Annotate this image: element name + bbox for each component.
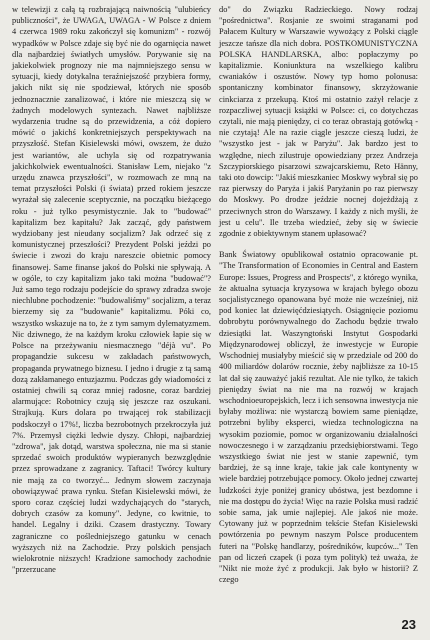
article-body: [12, 4, 421, 604]
left-column: [12, 4, 214, 604]
paragraph: Bank Światowy opublikował ostatnio opracowanie pt. "The Transformation of Economies in Central and Eastern Europe: Issues, Progress and Prospects", z którego wynika, że aktualna sytuacja kryzysowa w krajach byłego obozu socjalistycznego opanowana być może nie wcześniej, niż pod koniec lat dziewięćdziesiątych. Osiągnięcie poziomu dobrobytu porównywalnego do Zachodu będzie trwało dziesiątki lat. Waszyngtoński Instytut Gospodarki Międzynarodowej obliczył, że inwestycje w Europie Wschodniej musiałyby mieścić się w przedziale od 200 do 400 miliardów dolarów rocznie, żeby najbliższe za 10-15 lat dał się zauważyć jakiś rezultat. Ale nie tylko, że takich pieniędzy świat na nie ma na rozwój w krajach wschodnioeuropejskich, lecz i ich sensowna inwestycja nie byłaby możliwa: nie wystarczą bowiem same pieniądze, potrzebni byliby eksperci, wiedza technologiczna na wysokim poziomie, pomoc w organizowaniu działalności nowoczesnego i w zarządzaniu przedsiębiorstwami. Tego wszystkiego świat nie jest w stanie zapewnić, tym bardziej, że są inne kraje, takie jak cale kontynenty w wiele bardziej potrzebujące pomocy. Około jednej czwartej ludzkości żyje poniżej granicy ubóstwa, jest bezdomne i nie ma dostępu do życia! Więc na razie Polska musi radzić sobie sama, jak umie najlepiej. Ale jakoś nie może. Cytowany już w poprzednim tekście Stefan Kisielewski powtórzenia po pewnym naszym Polsce producentem futeri na "Polskę handlarzy, pośredników, kupców..." Ten pan od liczeń czapek (i poza tym polityk) też uważa, że "Nikt nie może żyć z produkcji. Jak było w historii? Z czego: [219, 250, 421, 585]
right-column: [219, 4, 421, 604]
paragraph: w telewizji z całą tą rozbrajającą naiwnością "ulubieńcy publiczności", że UWAGA, UWAGA - W Polsce z dniem 4 czerwca 1989 roku zakończył się komunizm" - rozwój wypadków w Polsce zdaje się być nie do ogarnięcia nawet dla najbardziej światłych umysłów. Porywanie się na jakiekolwiek prognozy nie ma najmniejszego sensu w sytuacji, kiedy dotykalna teraźniejszość przybiera formy, jakich nikt się nie spodziewał, których nie sposób jednoznacznie zanalizować, i które nie mieszczą się w żadnych modelowych syntezach. Nawet najbliższe wydarzenia trudne są do przewidzenia, a cóż dopiero mówić o jakichś konkretniejszych perspektywach na przyszłość. Stefan Kisielewski mówi, owszem, że dużo jest wariantów, ale uchyla się od rozpatrywania jakichkolwiek ewentualności. Stanisław Lem, niejako "z urzędu znawca przyszłości", w rozmowach ze mną na temat przyszłości Polski (i świata) przed rokiem jeszcze wyrażał się zalecenie sceptycznie, na początku bieżącego roku - już tylko pesymistycznie. Jak to "budować" kapitalizm bez kapitału? Jak zacząć, gdy państwem wydziobany jest nieudany socjalizm? Jak odrzeć się z komunistycznej przeszłości? Prezydent Polski jeździ po świecie i zwozi do kraju nareszcie obietnic pomocy finansowej. Same finanse jakoś do Polski nie spływają. A w ogóle, to czy kapitalizm jako taki można "budować"? Już samo tego rodzaju podejście do sprawy zdradza swoje niechlubne pochodzenie: "budowaliśmy" socjalizm, a teraz bierzemy się za "budowanie" kapitalizmu. Póki co, wszystko wskazuje na to, że z tym samym dylematyzmem. Nic dziwnego, że na każdym kroku człowiek łapie się w Polsce na przeżywaniu niesmacznego "déjà vu". Po propagandzie sukcesu w zakładach państwowych, propaganda prywatnego biznesu. I jedno i drugie z tą samą dozą zakłamanego entuzjazmu. Podczas gdy wiadomości z ostatniej chwili są coraz mniej radosne, coraz bardziej alarmujące: Robotnicy czują się jeszcze raz oszukani. Strajkują. Kurs dolara po trwającej rok stabilizacji podskoczył o 17%!, liczba bezrobotnych przekroczyła już 7%. Przemysł ciężki ledwie dyszy. Chłopi, najbardziej "zdrowa", jak dotąd, warstwa społeczna, nie ma si stanie sprzedać swoich produktów wypieranych bezwzględnie przez sprowadzane z zagranicy. Taftaci! Twórcy kultury nie mają za co tworzyć... Jednym słowem zaczynaja obowiązywać prawa rynku. Stefan Kisielewski mówi, że sporo coraz częściej ludzi wzdychających do "starych, dobrych czasów za komuny". Jedyne, co kwitnie, to handel. Legalny i dziki. Czasem drastyczny. Towary zagraniczne co pośledniejszego gatunku w cenach wyższych niż na Zachodzie. Przy polskich pensjach wielokrotnie niższych! Kradzione samochody zachodnie "przerzucane: [12, 5, 214, 575]
page-number: 23: [401, 617, 416, 632]
paragraph: do" do Związku Radzieckiego. Nowy rodzaj "pośrednictwa". Rosjanie ze swoimi straganami pod Pałacem Kultury w Warszawie wywożący z Polski ciągle jeszcze tańsze dla nich dobra. POSTKOMUNISTYCZNA POLSKA HANDLARSKA, albo: popłaczymy po kapitalizmie. Koniunktura na wszelkiego kalibru cwaniaków i oszustów. Nowy typ homo polonusa: spontaniczny kombinator finansowy, skrzyżowanie cinkciarza z przekupą. Ktoś mi ostatnio zażył relacje z rozpaczliwej sytuacji książki w Polsce: ci, co dotychczas czytali, nie mają pieniędzy, ci co teraz obrastają gotówką - nie czytają! Ale na razie ciągle jeszcze cieszą ludzi, że "wszystko jest - jak w Paryżu". Jak bardzo jest to względne, niech zilustruje opowiedziany przez Andrzeja Szczypiorskiego pisarzowi szwajcarskiemu, Reto Hänny, taki oto dowcip: "Jakiś mieszkaniec Moskwy wybrał się po raz pierwszy do Paryża i jakiś Paryżanin po raz pierwszy do Moskwy. Po drodze jeździe nocnej dojeżdżają z przeciwnych stron do Warszawy. I każdy z nich myśli, że jest u celu". Ile trzeba wiedzieć, żeby się w świecie zgodnie z obiektywnym stanem upłasować?: [219, 5, 421, 239]
